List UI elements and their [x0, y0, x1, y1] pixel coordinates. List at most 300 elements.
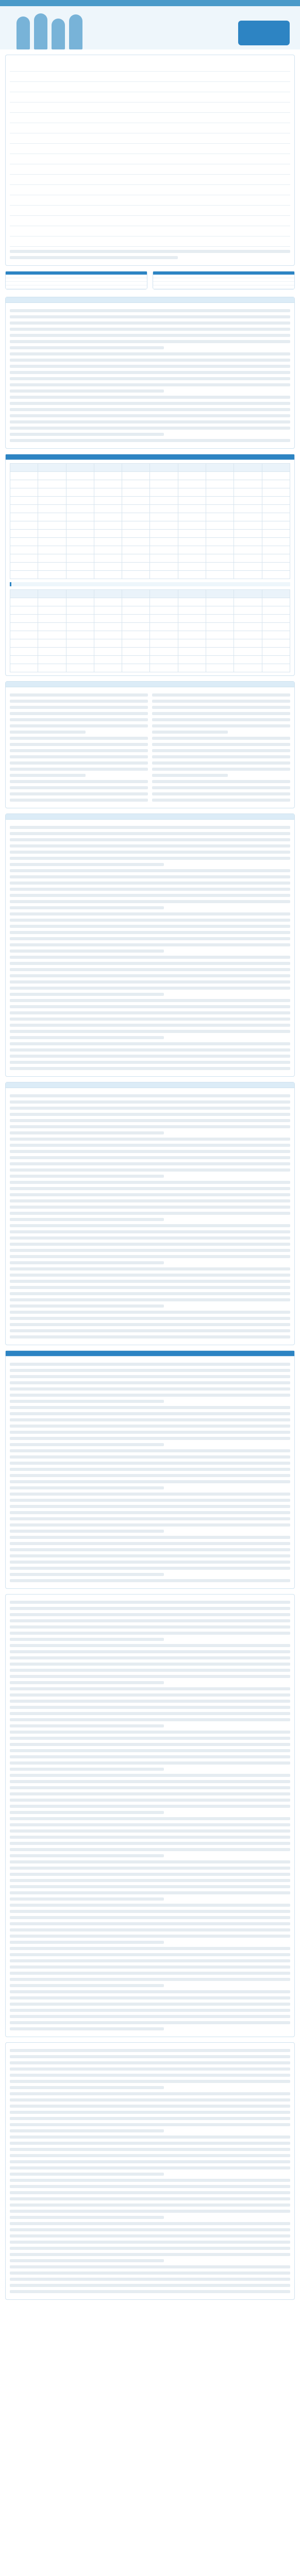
text-line — [10, 974, 290, 977]
text-line — [10, 2160, 290, 2163]
table-cell — [234, 615, 262, 623]
table-cell — [206, 546, 234, 554]
table-cell — [38, 648, 66, 656]
table-cell — [10, 488, 38, 497]
text-line — [10, 1601, 290, 1604]
text-line — [10, 1387, 290, 1391]
worship-row — [10, 226, 290, 236]
worship-cell — [175, 103, 290, 113]
text-line — [10, 724, 148, 727]
text-line — [152, 768, 290, 771]
text-line — [10, 1119, 290, 1122]
table-cell — [178, 513, 206, 521]
info-box-right — [153, 271, 295, 290]
table-cell — [38, 530, 66, 538]
text-line — [10, 1261, 164, 1264]
table-cell — [206, 590, 234, 598]
text-line — [10, 2049, 290, 2052]
table-cell — [94, 606, 122, 615]
text-line — [10, 700, 148, 703]
text-line — [10, 712, 148, 715]
table-cell — [122, 648, 150, 656]
table-row — [10, 631, 290, 639]
table-cell — [94, 538, 122, 546]
table-cell — [66, 639, 94, 648]
table-cell — [38, 571, 66, 579]
worship-cell — [175, 195, 290, 206]
header-illustration — [0, 6, 300, 49]
table-cell — [38, 488, 66, 497]
table-row — [10, 480, 290, 488]
text-line — [10, 2117, 290, 2120]
table-cell — [66, 590, 94, 598]
worship-cell — [60, 103, 175, 113]
text-line — [10, 1267, 290, 1270]
text-line — [152, 792, 290, 795]
worship-cell — [175, 144, 290, 154]
text-line — [10, 2111, 290, 2114]
worship-row — [10, 164, 290, 175]
table-row — [10, 497, 290, 505]
table-cell — [122, 472, 150, 480]
text-line — [10, 1462, 290, 1465]
worship-row — [10, 236, 290, 247]
text-line — [152, 743, 290, 746]
column-article — [5, 1594, 295, 2037]
table-cell — [94, 598, 122, 606]
table-cell — [122, 546, 150, 554]
table-cell — [262, 615, 290, 623]
text-line — [10, 1298, 290, 1301]
text-line — [10, 2259, 164, 2262]
text-line — [10, 2123, 290, 2126]
text-line — [10, 2210, 290, 2213]
text-line — [152, 786, 290, 789]
table-cell — [150, 639, 178, 648]
box-row — [153, 285, 294, 289]
silhouette-image — [52, 19, 65, 49]
table-cell — [262, 546, 290, 554]
table-cell — [178, 571, 206, 579]
table-cell — [150, 530, 178, 538]
table-cell — [66, 488, 94, 497]
text-line — [10, 1579, 290, 1582]
silhouette-image — [16, 16, 30, 49]
text-line — [10, 1505, 290, 1508]
text-line — [10, 2272, 290, 2275]
table-cell — [38, 623, 66, 631]
text-line — [10, 1561, 290, 1564]
text-line — [10, 1067, 290, 1070]
text-line — [10, 1042, 290, 1045]
table-cell — [122, 513, 150, 521]
text-line — [10, 2105, 290, 2108]
worship-cell — [60, 113, 175, 123]
text-line — [10, 888, 290, 891]
text-line — [10, 956, 290, 959]
table-cell — [122, 656, 150, 664]
table-cell — [206, 480, 234, 488]
text-line — [10, 1904, 290, 1907]
text-line — [10, 1218, 164, 1221]
table-cell — [94, 546, 122, 554]
text-line — [10, 1749, 290, 1752]
text-line — [10, 1700, 290, 1703]
text-line — [10, 1363, 290, 1366]
text-line — [10, 1941, 164, 1944]
worship-cell — [10, 92, 60, 103]
box-row — [6, 285, 147, 289]
table-cell — [10, 648, 38, 656]
text-line — [10, 838, 290, 841]
worship-cell — [10, 226, 60, 236]
worship-cell — [10, 175, 60, 185]
text-line — [10, 383, 290, 386]
text-line — [10, 1206, 290, 1209]
silhouette-image — [69, 14, 82, 49]
table-cell — [150, 497, 178, 505]
text-line — [10, 2284, 290, 2287]
top-bar — [0, 0, 300, 6]
text-line — [10, 1774, 290, 1777]
text-line — [10, 1613, 290, 1616]
table-cell — [38, 590, 66, 598]
table-cell — [10, 606, 38, 615]
table-cell — [10, 546, 38, 554]
table-row — [10, 571, 290, 579]
table-cell — [94, 656, 122, 664]
text-line — [10, 1644, 290, 1647]
table-cell — [262, 598, 290, 606]
text-line — [10, 340, 290, 343]
table-cell — [206, 505, 234, 513]
table-cell — [150, 571, 178, 579]
text-line — [10, 857, 290, 860]
text-line — [10, 1687, 290, 1690]
text-line — [10, 962, 290, 965]
text-line — [10, 1304, 164, 1308]
table-cell — [150, 554, 178, 563]
text-line — [10, 2197, 290, 2200]
worship-cell — [175, 82, 290, 92]
text-line — [10, 1236, 290, 1240]
text-line — [10, 2247, 290, 2250]
table-cell — [234, 598, 262, 606]
text-line — [10, 433, 164, 436]
text-line — [10, 1455, 290, 1459]
table-cell — [178, 639, 206, 648]
table-cell — [234, 648, 262, 656]
text-line — [10, 1150, 290, 1153]
table-cell — [262, 480, 290, 488]
text-line — [152, 774, 228, 777]
table-cell — [150, 546, 178, 554]
table-cell — [178, 480, 206, 488]
text-line — [152, 737, 290, 740]
text-line — [10, 352, 290, 355]
text-line — [10, 1731, 290, 1734]
table-cell — [10, 513, 38, 521]
worship-cell — [10, 133, 60, 144]
table-cell — [262, 538, 290, 546]
text-line — [10, 402, 290, 405]
text-line — [10, 1910, 290, 1913]
text-line — [10, 1972, 290, 1975]
table-cell — [234, 554, 262, 563]
text-line — [10, 1768, 164, 1771]
table-cell — [66, 554, 94, 563]
section-title — [6, 1351, 294, 1357]
table-cell — [66, 656, 94, 664]
text-line — [10, 2080, 290, 2083]
text-line — [10, 1431, 290, 1434]
table-cell — [10, 590, 38, 598]
table-cell — [10, 497, 38, 505]
table-cell — [234, 464, 262, 472]
table-cell — [66, 464, 94, 472]
table-cell — [38, 606, 66, 615]
text-line — [10, 1286, 290, 1289]
worship-cell — [60, 92, 175, 103]
text-line — [10, 1175, 164, 1178]
worship-cell — [10, 113, 60, 123]
table-cell — [150, 656, 178, 664]
text-line — [10, 346, 164, 349]
text-line — [152, 706, 290, 709]
text-line — [10, 1125, 290, 1128]
box-row — [153, 282, 294, 285]
worship-cell — [10, 72, 60, 82]
table-cell — [94, 488, 122, 497]
table-cell — [178, 664, 206, 672]
text-line — [10, 1675, 290, 1678]
text-line — [10, 420, 290, 423]
text-line — [10, 1425, 290, 1428]
table-cell — [38, 664, 66, 672]
offering-column — [10, 690, 148, 805]
text-line — [10, 999, 290, 1002]
text-line — [10, 1400, 164, 1403]
table-row — [10, 656, 290, 664]
text-line — [10, 2074, 290, 2077]
table-row — [10, 546, 290, 554]
text-line — [10, 844, 290, 848]
table-cell — [38, 546, 66, 554]
table-cell — [150, 631, 178, 639]
worship-cell — [175, 154, 290, 164]
worship-cell — [60, 154, 175, 164]
table-cell — [206, 563, 234, 571]
text-line — [152, 731, 228, 734]
table-row — [10, 598, 290, 606]
text-line — [10, 1418, 290, 1421]
text-line — [10, 1978, 290, 1981]
text-line — [10, 1005, 290, 1008]
text-line — [10, 919, 290, 922]
text-line — [10, 1650, 290, 1653]
worship-cell — [175, 123, 290, 133]
table-cell — [206, 598, 234, 606]
text-line — [10, 1860, 290, 1863]
text-line — [10, 1449, 290, 1452]
text-line — [10, 1554, 290, 1557]
table-cell — [178, 590, 206, 598]
text-line — [10, 1632, 290, 1635]
text-line — [10, 1799, 290, 1802]
table-cell — [122, 497, 150, 505]
text-line — [10, 1706, 290, 1709]
text-line — [10, 1619, 290, 1622]
text-line — [10, 925, 290, 928]
text-line — [10, 1480, 290, 1483]
table-cell — [178, 554, 206, 563]
text-line — [10, 1829, 290, 1833]
text-line — [152, 799, 290, 802]
table-cell — [178, 656, 206, 664]
text-line — [152, 712, 290, 715]
worship-cell — [60, 216, 175, 226]
text-line — [10, 1230, 290, 1233]
table-cell — [262, 513, 290, 521]
worship-cell — [60, 133, 175, 144]
text-line — [10, 1724, 164, 1727]
table-cell — [234, 538, 262, 546]
worship-row — [10, 113, 290, 123]
schedule-table — [10, 463, 290, 579]
table-cell — [262, 521, 290, 530]
text-line — [10, 1947, 290, 1950]
text-line — [10, 1212, 290, 1215]
offering-section — [5, 681, 295, 808]
box-row — [6, 278, 147, 282]
text-line — [10, 2216, 164, 2219]
text-line — [10, 328, 290, 331]
text-line — [10, 1897, 164, 1901]
table-cell — [150, 648, 178, 656]
text-line — [10, 1138, 290, 1141]
table-cell — [206, 472, 234, 480]
text-line — [10, 1323, 290, 1326]
text-line — [10, 1873, 290, 1876]
text-line — [10, 315, 290, 318]
text-line — [10, 1156, 290, 1159]
table-cell — [66, 664, 94, 672]
text-line — [10, 950, 164, 953]
table-cell — [10, 472, 38, 480]
text-line — [10, 1879, 290, 1882]
text-line — [10, 396, 290, 399]
text-line — [10, 1499, 290, 1502]
text-line — [10, 1638, 164, 1641]
worship-cell — [60, 236, 175, 247]
worship-row — [10, 123, 290, 133]
text-line — [10, 1743, 290, 1746]
text-line — [152, 749, 290, 752]
text-line — [10, 1548, 290, 1551]
table-cell — [150, 472, 178, 480]
text-line — [10, 768, 148, 771]
table-cell — [38, 538, 66, 546]
text-line — [152, 755, 290, 758]
text-line — [10, 1867, 290, 1870]
text-line — [10, 1030, 290, 1033]
table-cell — [234, 656, 262, 664]
table-cell — [206, 554, 234, 563]
table-cell — [262, 623, 290, 631]
text-line — [10, 1681, 164, 1684]
table-cell — [234, 488, 262, 497]
text-line — [10, 439, 290, 442]
worship-cell — [60, 61, 175, 72]
table-cell — [178, 472, 206, 480]
table-cell — [10, 563, 38, 571]
text-line — [10, 761, 148, 765]
table-cell — [94, 472, 122, 480]
text-line — [10, 2098, 290, 2102]
worship-cell — [10, 195, 60, 206]
worship-cell — [175, 175, 290, 185]
worship-cell — [175, 72, 290, 82]
worship-row — [10, 92, 290, 103]
table-cell — [38, 639, 66, 648]
text-line — [10, 755, 148, 758]
table-cell — [10, 615, 38, 623]
text-line — [10, 1530, 164, 1533]
text-line — [10, 365, 290, 368]
worship-row — [10, 144, 290, 154]
table-cell — [10, 656, 38, 664]
text-line — [10, 1573, 164, 1576]
text-line — [10, 1107, 290, 1110]
text-line — [10, 1048, 290, 1052]
table-cell — [10, 571, 38, 579]
text-line — [10, 1394, 290, 1397]
text-line — [10, 1761, 290, 1765]
text-line — [10, 2142, 290, 2145]
table-cell — [122, 563, 150, 571]
table-cell — [10, 480, 38, 488]
text-line — [10, 743, 148, 746]
table-cell — [122, 505, 150, 513]
text-line — [10, 1406, 290, 1409]
text-line — [10, 1100, 290, 1104]
text-line — [10, 1959, 290, 1962]
table-cell — [206, 538, 234, 546]
table-cell — [66, 631, 94, 639]
table-cell — [94, 648, 122, 656]
table-cell — [66, 598, 94, 606]
text-line — [10, 2191, 290, 2194]
worship-cell — [175, 164, 290, 175]
table-cell — [234, 664, 262, 672]
table-row — [10, 464, 290, 472]
news-section — [5, 297, 295, 449]
text-line — [10, 1854, 164, 1857]
text-line — [152, 718, 290, 721]
text-line — [10, 1523, 290, 1527]
text-line — [10, 931, 290, 934]
text-line — [10, 2015, 290, 2018]
table-cell — [122, 571, 150, 579]
table-cell — [122, 480, 150, 488]
text-line — [10, 937, 290, 940]
bulletin-header — [0, 0, 300, 49]
table-cell — [206, 530, 234, 538]
text-line — [10, 749, 148, 752]
text-line — [10, 826, 290, 829]
table-cell — [10, 464, 38, 472]
table-cell — [178, 538, 206, 546]
